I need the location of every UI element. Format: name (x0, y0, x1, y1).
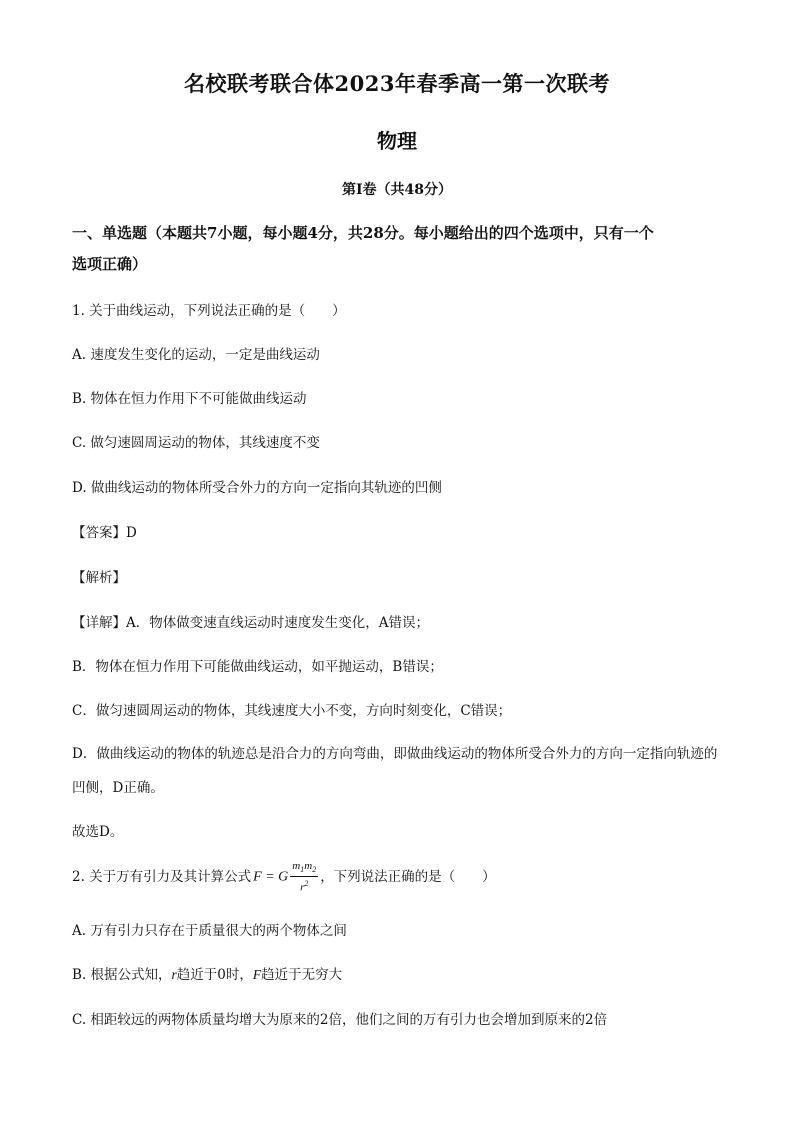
q1-option-c: C. 做匀速圆周运动的物体，其线速度不变 (72, 435, 320, 451)
q2-option-b-mid: 趋近于0时， (176, 967, 253, 983)
q1-answer: 【答案】D (72, 525, 137, 541)
q2-option-c: C. 相距较远的两物体质量均增大为原来的2倍，他们之间的万有引力也会增加到原来的2倍 (72, 1012, 608, 1028)
q2-option-b-suffix: 趋近于无穷大 (261, 967, 343, 983)
q1-option-d: D. 做曲线运动的物体所受合外力的方向一定指向其轨迹的凹侧 (72, 480, 442, 496)
section-heading-line2: 选项正确） (72, 255, 148, 273)
q1-stem: 1. 关于曲线运动，下列说法正确的是（ ） (72, 303, 346, 319)
volume-heading: 第Ⅰ卷（共48分） (341, 182, 453, 198)
formula-exp: 2 (304, 879, 309, 889)
q1-conclusion: 故选D。 (72, 824, 124, 840)
formula-fraction (290, 860, 318, 895)
q2-option-b-r: r (171, 967, 177, 982)
q1-detail-d: D．做曲线运动的物体的轨迹总是沿合力的方向弯曲，即做曲线运动的物体所受合外力的方向一定指向轨迹的凹侧，D正确。 (72, 746, 718, 796)
q2-stem-prefix: 2. 关于万有引力及其计算公式 (72, 868, 252, 885)
q2-option-b-prefix: B. 根据公式知， (72, 967, 172, 983)
gravitation-formula (253, 860, 318, 895)
q1-detail-c: C．做匀速圆周运动的物体，其线速度大小不变，方向时刻变化，C错误； (72, 703, 512, 719)
q1-option-a: A. 速度发生变化的运动，一定是曲线运动 (72, 347, 320, 363)
formula-m1: m (292, 860, 301, 872)
q2-option-b-f: F (252, 967, 262, 982)
subject-title: 物理 (377, 129, 417, 153)
formula-lhs: F = G (253, 869, 289, 885)
q1-analysis-label: 【解析】 (72, 570, 126, 586)
formula-sub2: 2 (312, 865, 317, 875)
q2-stem (72, 860, 496, 895)
formula-m2: m (304, 860, 313, 872)
q2-option-b (72, 963, 342, 983)
formula-r: r (300, 881, 305, 894)
section-heading-line1: 一、单选题（本题共7小题，每小题4分，共28分。每小题给出的四个选项中，只有一个 (72, 224, 654, 242)
q1-detail-b: B．物体在恒力作用下可能做曲线运动，如平抛运动，B错误； (72, 659, 443, 675)
q2-option-a: A. 万有引力只存在于质量很大的两个物体之间 (72, 923, 347, 939)
q2-stem-suffix: ，下列说法正确的是（ ） (320, 868, 496, 885)
q1-detail-a: 【详解】A．物体做变速直线运动时速度发生变化，A错误； (72, 615, 429, 631)
formula-denominator (290, 877, 318, 895)
formula-numerator (290, 860, 318, 877)
q1-option-b: B. 物体在恒力作用下不可能做曲线运动 (72, 391, 307, 407)
formula-sub1: 1 (300, 865, 305, 875)
exam-title: 名校联考联合体2023年春季高一第一次联考 (184, 71, 610, 96)
